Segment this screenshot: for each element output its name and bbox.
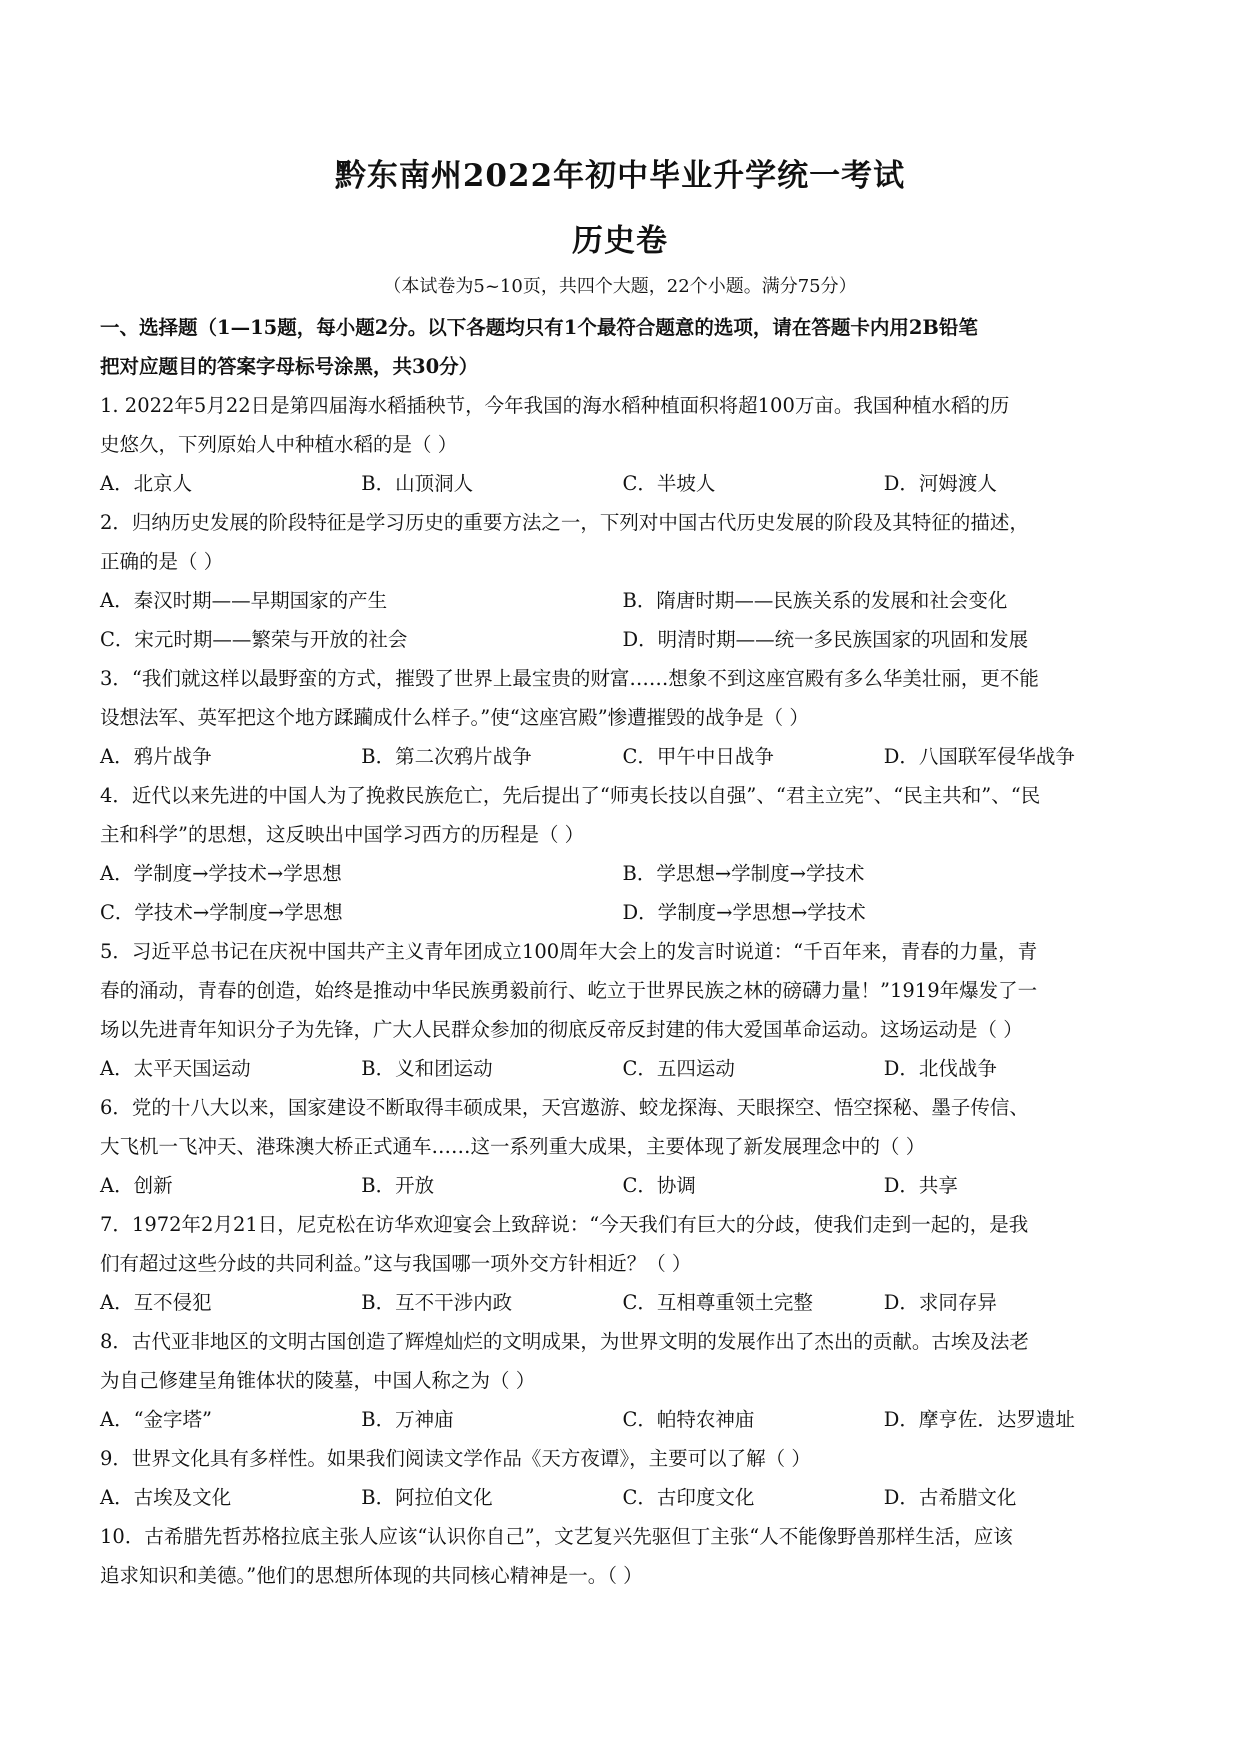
option-c: C．帕特农神庙 [622, 1408, 755, 1431]
question-line: 们有超过这些分歧的共同利益。”这与我国哪一项外交方针相近？（ ） [100, 1252, 692, 1275]
question-line: 7．1972年2月21日，尼克松在访华欢迎宴会上致辞说：“今天我们有巨大的分歧，使我们走到一起的，是我 [100, 1213, 1029, 1236]
question-1 [100, 386, 1145, 503]
option-a: A．学制度→学技术→学思想 [100, 862, 342, 885]
options-row [100, 620, 1145, 659]
option-d: D．明清时期——统一多民族国家的巩固和发展 [622, 628, 1029, 651]
question-6 [100, 1088, 1145, 1205]
option-a: A．互不侵犯 [100, 1291, 212, 1314]
question-line: 1. 2022年5月22日是第四届海水稻插秧节，今年我国的海水稻种植面积将超100万亩。我国种植水稻的历 [100, 394, 1010, 417]
options-row [100, 1166, 1145, 1205]
question-line: 追求知识和美德。”他们的思想所体现的共同核心精神是一。（ ） [100, 1564, 643, 1587]
option-d: D．摩亨佐．达罗遗址 [883, 1408, 1075, 1431]
options-row [100, 1400, 1145, 1439]
option-b: B．阿拉伯文化 [361, 1486, 493, 1509]
option-d: D．古希腊文化 [883, 1486, 1017, 1509]
question-line: 春的涌动，青春的创造，始终是推动中华民族勇毅前行、屹立于世界民族之林的磅礴力量！”1919年爆发了一 [100, 979, 1038, 1002]
exam-subtitle: 历史卷 [572, 223, 668, 259]
question-line: 为自己修建呈角锥体状的陵墓，中国人称之为（ ） [100, 1369, 536, 1392]
option-c: C．五四运动 [622, 1057, 735, 1080]
options-row [100, 1049, 1145, 1088]
option-d: D．求同存异 [883, 1291, 997, 1314]
question-line: 大飞机一飞冲天、港珠澳大桥正式通车……这一系列重大成果，主要体现了新发展理念中的（ ） [100, 1135, 926, 1158]
option-b: B．隋唐时期——民族关系的发展和社会变化 [622, 589, 1008, 612]
question-line: 6．党的十八大以来，国家建设不断取得丰硕成果，天宫遨游、蛟龙探海、天眼探空、悟空探秘、墨子传信、 [100, 1096, 1029, 1119]
question-8 [100, 1322, 1145, 1439]
option-a: A．秦汉时期——早期国家的产生 [100, 589, 388, 612]
option-c: C．半坡人 [622, 472, 716, 495]
question-line: 4．近代以来先进的中国人为了挽救民族危亡，先后提出了“师夷长技以自强”、“君主立宪”、“民主共和”、“民 [100, 784, 1041, 807]
option-a: A．北京人 [100, 472, 193, 495]
option-b: B．开放 [361, 1174, 435, 1197]
option-c: C．古印度文化 [622, 1486, 755, 1509]
option-b: B．万神庙 [361, 1408, 454, 1431]
option-d: D．八国联军侵华战争 [883, 745, 1075, 768]
options-row [100, 854, 1145, 893]
option-a: A．鸦片战争 [100, 745, 212, 768]
question-line: 9．世界文化具有多样性。如果我们阅读文学作品《天方夜谭》，主要可以了解（ ） [100, 1447, 811, 1470]
option-c: C．协调 [622, 1174, 696, 1197]
option-d: D．河姆渡人 [883, 472, 997, 495]
question-7 [100, 1205, 1145, 1322]
question-line: 场以先进青年知识分子为先锋，广大人民群众参加的彻底反帝反封建的伟大爱国革命运动。这场运动是（ ） [100, 1018, 1023, 1041]
options-row [100, 1478, 1145, 1517]
option-c: C．宋元时期——繁荣与开放的社会 [100, 628, 408, 651]
question-line: 10．古希腊先哲苏格拉底主张人应该“认识你自己”，文艺复兴先驱但丁主张“人不能像野兽那样生活，应该 [100, 1525, 1013, 1548]
question-3 [100, 659, 1145, 776]
question-4 [100, 776, 1145, 932]
question-line: 主和科学”的思想，这反映出中国学习西方的历程是（ ） [100, 823, 585, 846]
option-c: C．互相尊重领土完整 [622, 1291, 813, 1314]
options-row [100, 737, 1145, 776]
option-c: C．甲午中日战争 [622, 745, 774, 768]
option-d: D．学制度→学思想→学技术 [622, 901, 866, 924]
question-line: 设想法军、英军把这个地方蹂躏成什么样子。”使“这座宫殿”惨遭摧毁的战争是（ ） [100, 706, 809, 729]
option-a: A．古埃及文化 [100, 1486, 232, 1509]
section-title-line-1: 一、选择题（1—15题，每小题2分。以下各题均只有1个最符合题意的选项，请在答题卡内用2B铅笔 [100, 316, 978, 339]
option-b: B．山顶洞人 [361, 472, 474, 495]
option-d: D．共享 [883, 1174, 958, 1197]
question-line: 8．古代亚非地区的文明古国创造了辉煌灿烂的文明成果，为世界文明的发展作出了杰出的贡献。古埃及法老 [100, 1330, 1029, 1353]
exam-note: （本试卷为5~10页，共四个大题，22个小题。满分75分） [383, 276, 857, 297]
option-b: B．互不干涉内政 [361, 1291, 513, 1314]
question-9 [100, 1439, 1145, 1517]
options-row [100, 581, 1145, 620]
question-line: 3．“我们就这样以最野蛮的方式，摧毁了世界上最宝贵的财富……想象不到这座宫殿有多么华美壮丽，更不能 [100, 667, 1039, 690]
option-b: B．第二次鸦片战争 [361, 745, 532, 768]
options-row [100, 1283, 1145, 1322]
question-5 [100, 932, 1145, 1088]
section-title-line-2: 把对应题目的答案字母标号涂黑，共30分） [100, 355, 479, 378]
question-2 [100, 503, 1145, 659]
option-a: A．“金字塔” [100, 1408, 213, 1431]
option-d: D．北伐战争 [883, 1057, 997, 1080]
option-b: B．义和团运动 [361, 1057, 493, 1080]
option-b: B．学思想→学制度→学技术 [622, 862, 865, 885]
question-line: 正确的是（ ） [100, 550, 224, 573]
exam-title: 黔东南州2022年初中毕业升学统一考试 [334, 158, 906, 194]
option-a: A．太平天国运动 [100, 1057, 251, 1080]
question-line: 2．归纳历史发展的阶段特征是学习历史的重要方法之一，下列对中国古代历史发展的阶段及其特征的描述， [100, 511, 1029, 534]
question-10 [100, 1517, 1145, 1595]
exam-content [100, 308, 1145, 1595]
options-row [100, 893, 1145, 932]
options-row [100, 464, 1145, 503]
question-line: 5．习近平总书记在庆祝中国共产主义青年团成立100周年大会上的发言时说道：“千百年来，青春的力量，青 [100, 940, 1038, 963]
option-c: C．学技术→学制度→学思想 [100, 901, 343, 924]
option-a: A．创新 [100, 1174, 173, 1197]
question-line: 史悠久，下列原始人中种植水稻的是（ ） [100, 433, 458, 456]
